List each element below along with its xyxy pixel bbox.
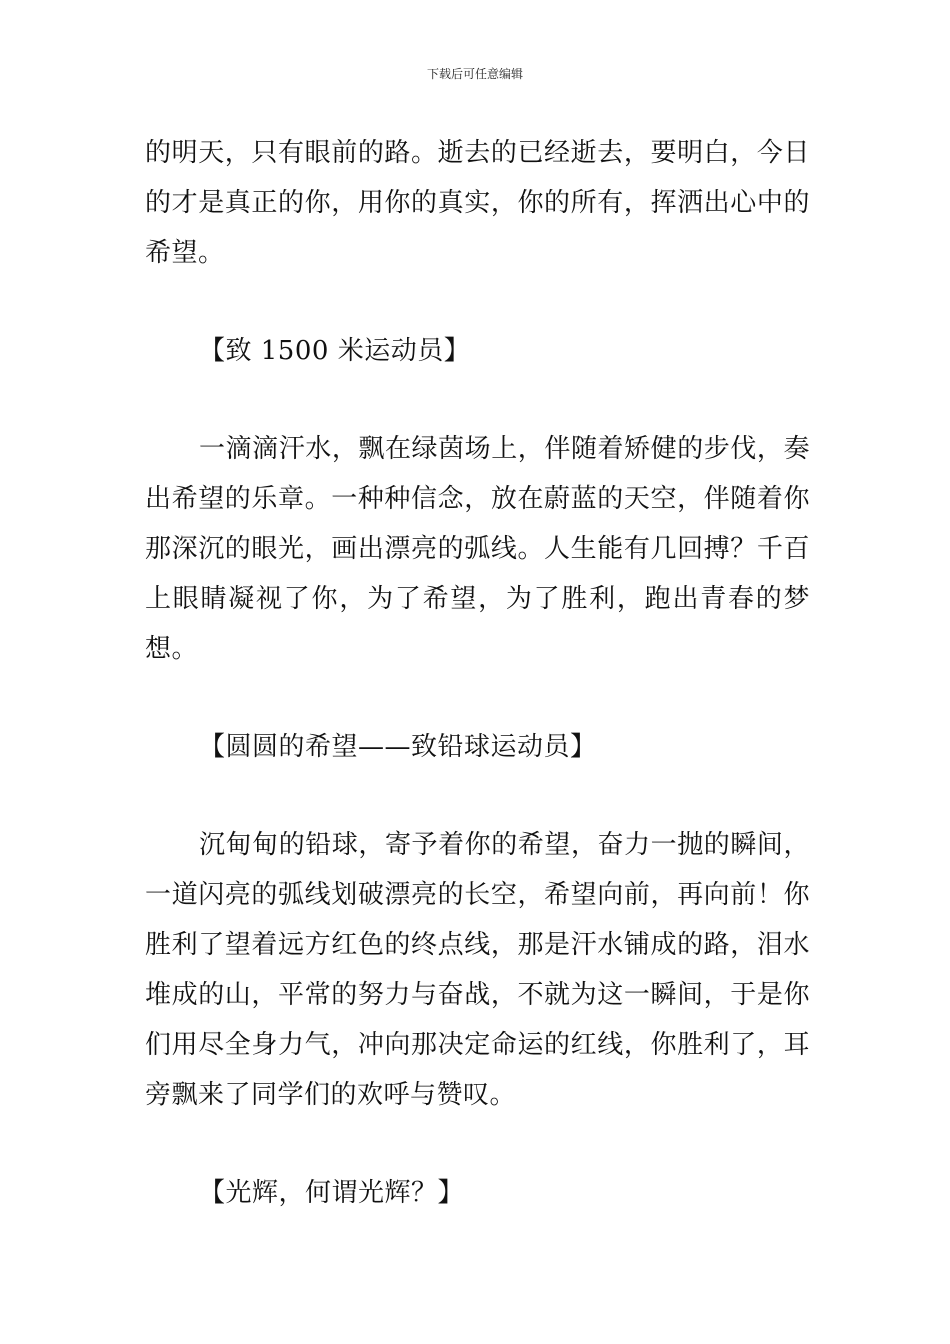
spacer (145, 1120, 810, 1168)
spacer (145, 772, 810, 820)
section-heading-shotput: 【圆圆的希望——致铅球运动员】 (199, 732, 597, 762)
page-header-note: 下载后可任意编辑 (426, 67, 523, 81)
paragraph-shotput: 沉甸甸的铅球，寄予着你的希望，奋力一抛的瞬间，一道闪亮的弧线划破漂亮的长空，希望向前，再向前！你胜利了望着远方红色的终点线，那是汗水铺成的路，泪水堆成的山，平常的努力与奋战，不就为这一瞬间，于是你们用尽全身力气，冲向那决定命运的红线，你胜利了，耳旁飘来了同学们的欢呼与赞叹。 (145, 830, 810, 1110)
spacer (145, 674, 810, 722)
paragraph-1500m: 一滴滴汗水，飘在绿茵场上，伴随着矫健的步伐，奏出希望的乐章。一种种信念，放在蔚蓝的天空，伴随着你那深沉的眼光，画出漂亮的弧线。人生能有几回搏？千百上眼睛凝视了你，为了希望，为了胜利，跑出青春的梦想。 (145, 434, 810, 664)
spacer (145, 278, 810, 326)
section-heading-1500m: 【致 1500 米运动员】 (199, 336, 471, 366)
paragraph-continued: 的明天，只有眼前的路。逝去的已经逝去，要明白，今日的才是真正的你，用你的真实，你的所有，挥洒出心中的希望。 (145, 138, 810, 268)
spacer (145, 376, 810, 424)
document-body (145, 128, 810, 1218)
section-heading-glory: 【光辉，何谓光辉？】 (199, 1178, 465, 1208)
